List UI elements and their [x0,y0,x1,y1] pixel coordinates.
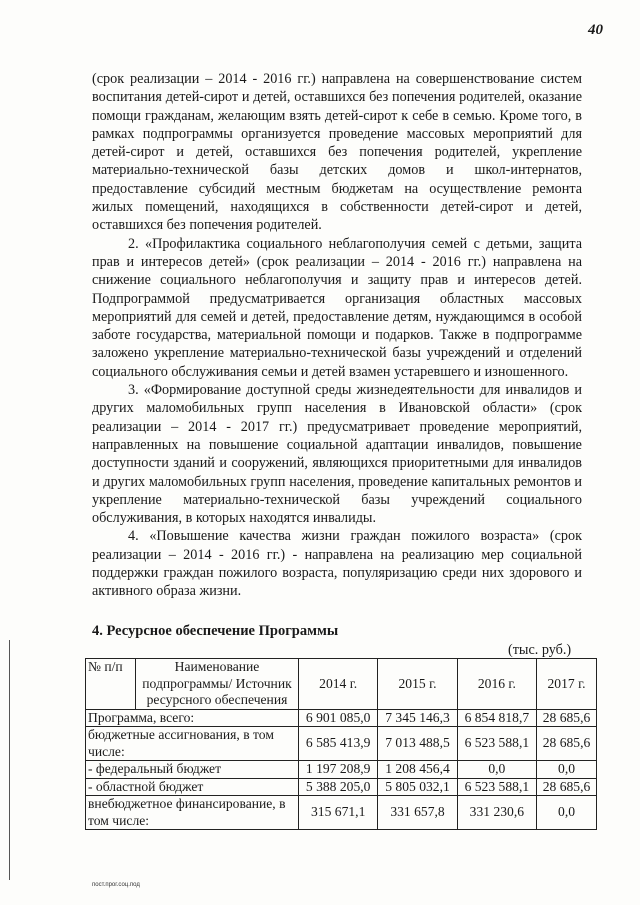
resource-table [85,658,597,830]
header-year-2016: 2016 г. [457,659,536,710]
page-number: 40 [588,22,603,38]
margin-scan-mark [9,640,10,880]
row-name: Программа, всего: [86,709,299,727]
cell-2017: 28 685,6 [537,727,597,761]
cell-2015: 7 345 146,3 [378,709,457,727]
cell-2017: 28 685,6 [537,709,597,727]
cell-2016: 0,0 [457,761,536,779]
cell-2014: 6 901 085,0 [299,709,378,727]
cell-2017: 0,0 [537,761,597,779]
header-name: Наименование подпрограммы/ Источник ресурсного обеспечения [136,659,299,710]
cell-2016: 331 230,6 [457,796,536,830]
row-name: - областной бюджет [86,778,299,796]
cell-2015: 5 805 032,1 [378,778,457,796]
paragraph-4: 4. «Повышение качества жизни граждан пожилого возраста» (срок реализации – 2014 - 2016 гг.) - направлена на реализацию мер социальной поддержки граждан пожилого возраста, популяризацию среди них здорового и активного образа жизни. [92,528,582,600]
header-num: № п/п [86,659,136,710]
footer-filename: пост.прог.соц.под [92,882,140,888]
paragraph-3: 3. «Формирование доступной среды жизнедеятельности для инвалидов и других маломобильных групп населения в Ивановской области» (срок реализации – 2014 - 2017 гг.) предусматривает проведение мероприятий, направленных на повышение социальной адаптации инвалидов, повышение доступности зданий и сооружений, являющихся приоритетными для инвалидов и других маломобильных групп населения, проведение капитальных ремонтов и укрепление материально-технической базы учреждений социального обслуживания, в которых находятся инвалиды. [92,382,582,527]
table-row [86,796,597,830]
cell-2014: 1 197 208,9 [299,761,378,779]
table-row [86,709,597,727]
table-row [86,727,597,761]
cell-2014: 5 388 205,0 [299,778,378,796]
cell-2015: 7 013 488,5 [378,727,457,761]
paragraph-1: (срок реализации – 2014 - 2016 гг.) направлена на совершенствование систем воспитания детей-сирот и детей, оставшихся без попечения родителей, оказание помощи гражданам, желающим взять детей-сирот к себе в семью. Кроме того, в рамках подпрограммы организуется проведение массовых мероприятий для детей-сирот и детей, оставшихся без попечения родителей, укрепление материально-технической базы детских домов и школ-интернатов, предоставление субсидий местным бюджетам на осуществление ремонта жилых помещений, находящихся в собственности детей-сирот и детей, оставшихся без попечения родителей. [92,71,582,234]
cell-2015: 331 657,8 [378,796,457,830]
cell-2016: 6 854 818,7 [457,709,536,727]
row-name: - федеральный бюджет [86,761,299,779]
table-header-row [86,659,597,710]
row-name: внебюджетное финансирование, в том числе: [86,796,299,830]
body-text [92,70,582,601]
cell-2014: 6 585 413,9 [299,727,378,761]
cell-2017: 0,0 [537,796,597,830]
header-year-2014: 2014 г. [299,659,378,710]
cell-2017: 28 685,6 [537,778,597,796]
cell-2016: 6 523 588,1 [457,727,536,761]
row-name: бюджетные ассигнования, в том числе: [86,727,299,761]
table-row [86,778,597,796]
units-label: (тыс. руб.) [508,642,572,658]
paragraph-2: 2. «Профилактика социального неблагополучия семей с детьми, защита прав и интересов детей» (срок реализации – 2014 - 2016 гг.) направлена на снижение социального неблагополучия и защиту прав и интересов детей. Подпрограммой предусматривается организация областных массовых мероприятий для семей и детей, предоставление детям, нуждающимся в особой заботе государства, материальной помощи и подарков. Также в подпрограмме заложено укрепление материально-технической базы учреждений и отделений социального обслуживания семьи и детей взамен устаревшего и изношенного. [92,235,582,380]
cell-2016: 6 523 588,1 [457,778,536,796]
header-year-2017: 2017 г. [537,659,597,710]
cell-2014: 315 671,1 [299,796,378,830]
cell-2015: 1 208 456,4 [378,761,457,779]
header-year-2015: 2015 г. [378,659,457,710]
table-row [86,761,597,779]
section-title: 4. Ресурсное обеспечение Программы [92,623,339,639]
